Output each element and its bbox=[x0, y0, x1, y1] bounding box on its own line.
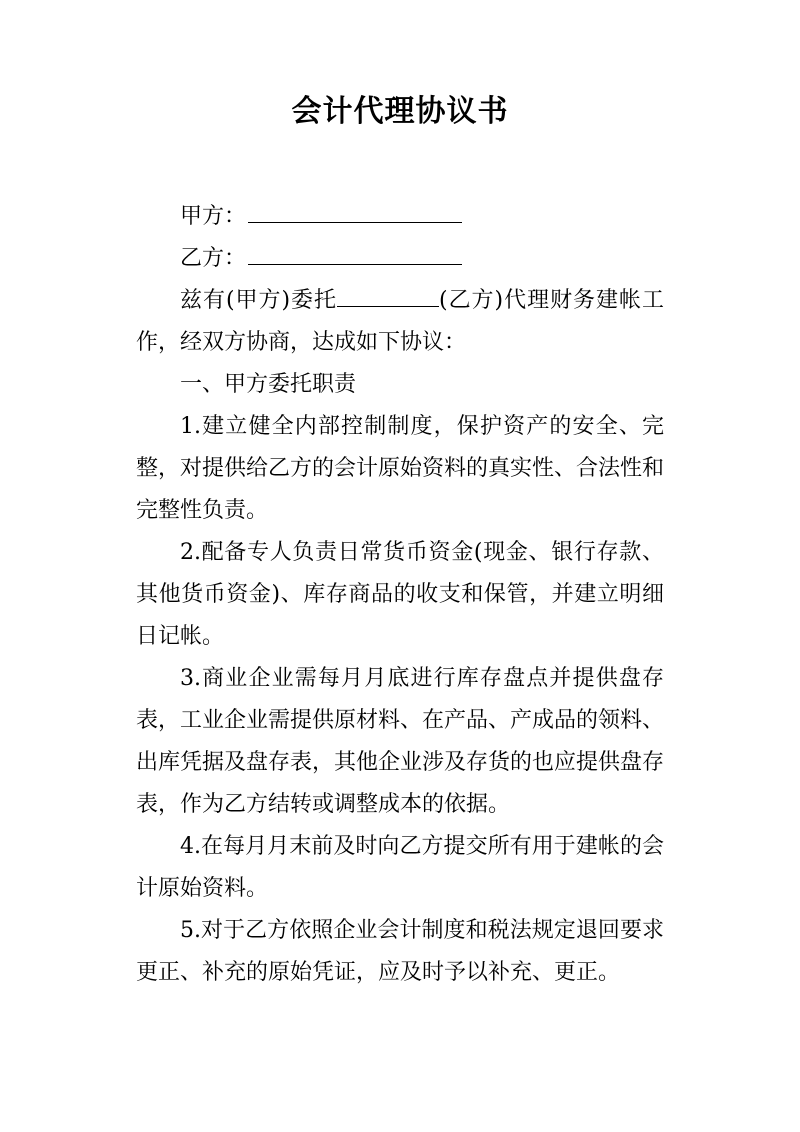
item-3: 3.商业企业需每月月底进行库存盘点并提供盘存表，工业企业需提供原材料、在产品、产成品的领料、出库凭据及盘存表，其他企业涉及存货的也应提供盘存表，作为乙方结转或调整成本的依据。 bbox=[136, 666, 665, 817]
intro-blank bbox=[337, 282, 439, 307]
party-b-line bbox=[136, 238, 664, 280]
party-a-blank bbox=[248, 198, 462, 223]
item-1: 1.建立健全内部控制制度，保护资产的安全、完整，对提供给乙方的会计原始资料的真实性、合法性和完整性负责。 bbox=[136, 414, 665, 523]
party-a-label: 甲方： bbox=[180, 204, 247, 229]
section-1-heading: 一、甲方委托职责 bbox=[180, 372, 357, 397]
item-4: 4.在每月月末前及时向乙方提交所有用于建帐的会计原始资料。 bbox=[136, 834, 664, 901]
intro-paragraph bbox=[136, 280, 664, 364]
intro-start: 兹有(甲方)委托 bbox=[180, 288, 338, 313]
document-body bbox=[136, 196, 664, 994]
party-b-blank bbox=[248, 240, 462, 265]
party-a-line bbox=[136, 196, 664, 238]
item-2: 2.配备专人负责日常货币资金(现金、银行存款、其他货币资金)、库存商品的收支和保管，并建立明细日记帐。 bbox=[136, 540, 664, 649]
document-title: 会计代理协议书 bbox=[291, 94, 509, 129]
party-b-label: 乙方： bbox=[180, 246, 247, 271]
intro-end: (乙方)代理财务建帐工作，经双方协商，达成如下协议： bbox=[136, 288, 664, 355]
item-5: 5.对于乙方依照企业会计制度和税法规定退回要求更正、补充的原始凭证，应及时予以补充、更正。 bbox=[136, 918, 664, 985]
